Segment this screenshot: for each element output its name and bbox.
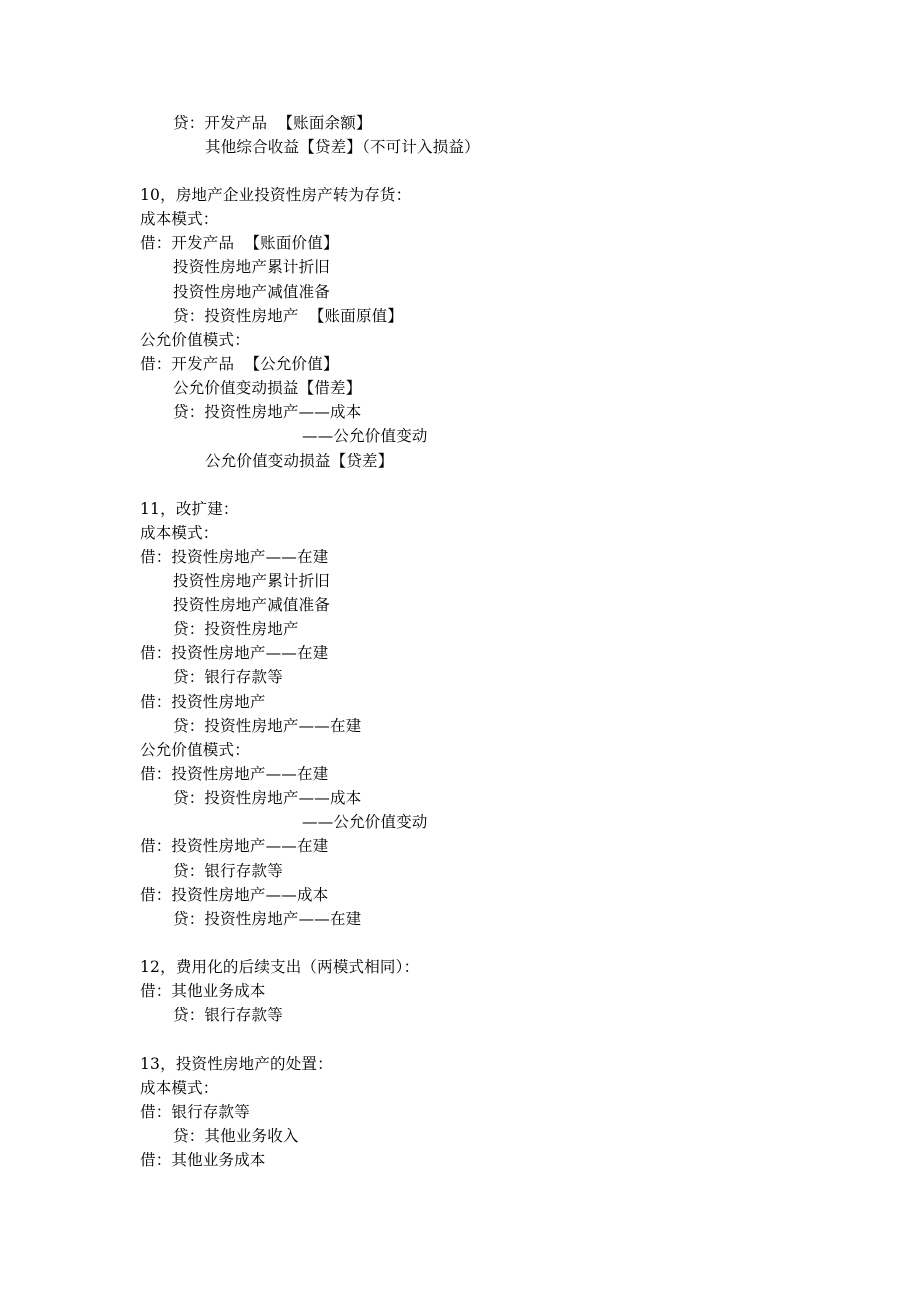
text-line: 成本模式： <box>140 524 219 542</box>
text-line: 公允价值变动损益【贷差】 <box>205 452 394 470</box>
text-line: 贷：投资性房地产——在建 <box>173 910 362 928</box>
section-heading-12: 12，费用化的后续支出（两模式相同）： <box>140 958 420 976</box>
text-line: 公允价值模式： <box>140 331 250 349</box>
text-line: 投资性房地产减值准备 <box>173 283 331 301</box>
text-line: 成本模式： <box>140 1079 219 1097</box>
text-line: 贷：银行存款等 <box>173 862 283 880</box>
text-line: 贷：开发产品 【账面余额】 <box>173 114 372 132</box>
text-line: 贷：投资性房地产——成本 <box>173 789 362 807</box>
section-heading-13: 13，投资性房地产的处置： <box>140 1055 333 1073</box>
text-line: 借：其他业务成本 <box>140 1151 266 1169</box>
text-line: 贷：银行存款等 <box>173 668 283 686</box>
text-line: ——公允价值变动 <box>302 427 428 445</box>
text-line: 借：其他业务成本 <box>140 982 266 1000</box>
text-line: 其他综合收益【贷差】（不可计入损益） <box>205 138 480 156</box>
text-line: 借：银行存款等 <box>140 1103 250 1121</box>
text-line: 公允价值模式： <box>140 741 250 759</box>
text-line: 投资性房地产累计折旧 <box>173 258 331 276</box>
text-line: 借：投资性房地产——成本 <box>140 886 329 904</box>
text-line: 贷：投资性房地产——成本 <box>173 403 362 421</box>
text-line: 公允价值变动损益【借差】 <box>173 379 362 397</box>
text-line: ——公允价值变动 <box>302 813 428 831</box>
text-line: 借：投资性房地产——在建 <box>140 644 329 662</box>
text-line: 贷：银行存款等 <box>173 1006 283 1024</box>
text-line: 投资性房地产累计折旧 <box>173 572 331 590</box>
text-line: 借：投资性房地产——在建 <box>140 548 329 566</box>
text-line: 借：投资性房地产——在建 <box>140 837 329 855</box>
text-line: 借：投资性房地产——在建 <box>140 765 329 783</box>
text-line: 贷：投资性房地产 【账面原值】 <box>173 307 404 325</box>
text-line: 贷：其他业务收入 <box>173 1127 299 1145</box>
section-heading-11: 11，改扩建： <box>140 500 239 518</box>
text-line: 成本模式： <box>140 210 219 228</box>
text-line: 贷：投资性房地产——在建 <box>173 717 362 735</box>
text-line: 借：开发产品 【账面价值】 <box>140 234 339 252</box>
section-heading-10: 10，房地产企业投资性房产转为存货： <box>140 186 412 204</box>
text-line: 投资性房地产减值准备 <box>173 596 331 614</box>
text-line: 借：开发产品 【公允价值】 <box>140 355 339 373</box>
text-line: 贷：投资性房地产 <box>173 620 299 638</box>
text-line: 借：投资性房地产 <box>140 693 266 711</box>
